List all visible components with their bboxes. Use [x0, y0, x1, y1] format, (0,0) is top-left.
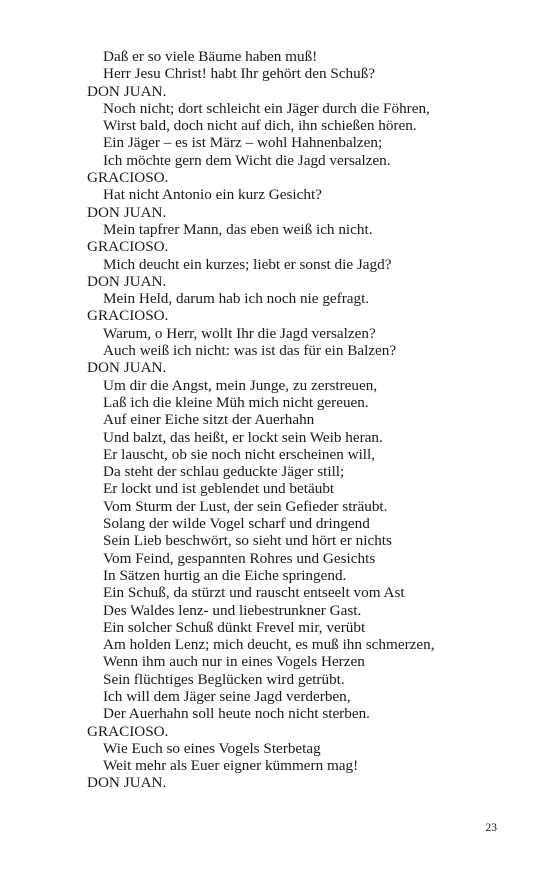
- verse-line: Am holden Lenz; mich deucht, es muß ihn schmerzen,: [103, 636, 435, 654]
- verse-line: Des Waldes lenz- und liebestrunkner Gast.: [103, 601, 362, 619]
- verse-line: Weit mehr als Euer eigner kümmern mag!: [103, 757, 359, 775]
- verse-line: Warum, o Herr, wollt Ihr die Jagd versalzen?: [103, 324, 376, 342]
- verse-line: Mein Held, darum hab ich noch nie gefragt.: [103, 290, 370, 308]
- verse-line: Herr Jesu Christ! habt Ihr gehört den Schuß?: [103, 65, 376, 83]
- verse-line: Laß ich die kleine Müh mich nicht gereuen.: [103, 393, 369, 411]
- speaker-name: DON JUAN.: [87, 774, 167, 792]
- verse-line: Er lockt und ist geblendet und betäubt: [103, 480, 335, 498]
- verse-line: Auch weiß ich nicht: was ist das für ein Balzen?: [103, 342, 397, 360]
- verse-line: Hat nicht Antonio ein kurz Gesicht?: [103, 186, 322, 204]
- verse-line: Mich deucht ein kurzes; liebt er sonst die Jagd?: [103, 255, 392, 273]
- verse-line: Ich möchte gern dem Wicht die Jagd versalzen.: [103, 151, 391, 169]
- page-number: 23: [485, 822, 497, 834]
- speaker-name: GRACIOSO.: [87, 169, 169, 187]
- speaker-name: DON JUAN.: [87, 82, 167, 100]
- speaker-name: GRACIOSO.: [87, 238, 169, 256]
- verse-line: Wenn ihm auch nur in eines Vogels Herzen: [103, 653, 365, 671]
- speaker-name: DON JUAN.: [87, 359, 167, 377]
- verse-line: Vom Sturm der Lust, der sein Gefieder sträubt.: [103, 497, 388, 515]
- verse-line: Ein solcher Schuß dünkt Frevel mir, verübt: [103, 618, 366, 636]
- verse-line: Ich will dem Jäger seine Jagd verderben,: [103, 687, 351, 705]
- verse-line: In Sätzen hurtig an die Eiche springend.: [103, 566, 347, 584]
- verse-line: Sein flüchtiges Beglücken wird getrübt.: [103, 670, 345, 688]
- verse-line: Ein Schuß, da stürzt und rauscht entseelt vom Ast: [103, 584, 405, 602]
- verse-line: Er lauscht, ob sie noch nicht erscheinen will,: [103, 445, 376, 463]
- verse-line: Um dir die Angst, mein Junge, zu zerstreuen,: [103, 376, 378, 394]
- verse-line: Sein Lieb beschwört, so sieht und hört er nichts: [103, 532, 392, 550]
- speaker-name: GRACIOSO.: [87, 722, 169, 740]
- verse-line: Wie Euch so eines Vogels Sterbetag: [103, 739, 321, 757]
- verse-line: Und balzt, das heißt, er lockt sein Weib heran.: [103, 428, 383, 446]
- verse-line: Mein tapfrer Mann, das eben weiß ich nicht.: [103, 220, 373, 238]
- speaker-name: DON JUAN.: [87, 272, 167, 290]
- verse-line: Vom Feind, gespannten Rohres und Gesichts: [103, 549, 376, 567]
- verse-line: Wirst bald, doch nicht auf dich, ihn schießen hören.: [103, 117, 417, 135]
- verse-line: Da steht der schlau geduckte Jäger still;: [103, 463, 345, 481]
- verse-line: Ein Jäger – es ist März – wohl Hahnenbalzen;: [103, 134, 383, 152]
- verse-line: Noch nicht; dort schleicht ein Jäger durch die Föhren,: [103, 99, 430, 117]
- verse-line: Daß er so viele Bäume haben muß!: [103, 48, 318, 65]
- verse-line: Der Auerhahn soll heute noch nicht sterben.: [103, 705, 370, 723]
- speaker-name: DON JUAN.: [87, 203, 167, 221]
- speaker-name: GRACIOSO.: [87, 307, 169, 325]
- verse-line: Auf einer Eiche sitzt der Auerhahn: [103, 411, 315, 429]
- drama-text-block: [87, 48, 517, 792]
- verse-line: Solang der wilde Vogel scharf und dringend: [103, 515, 370, 533]
